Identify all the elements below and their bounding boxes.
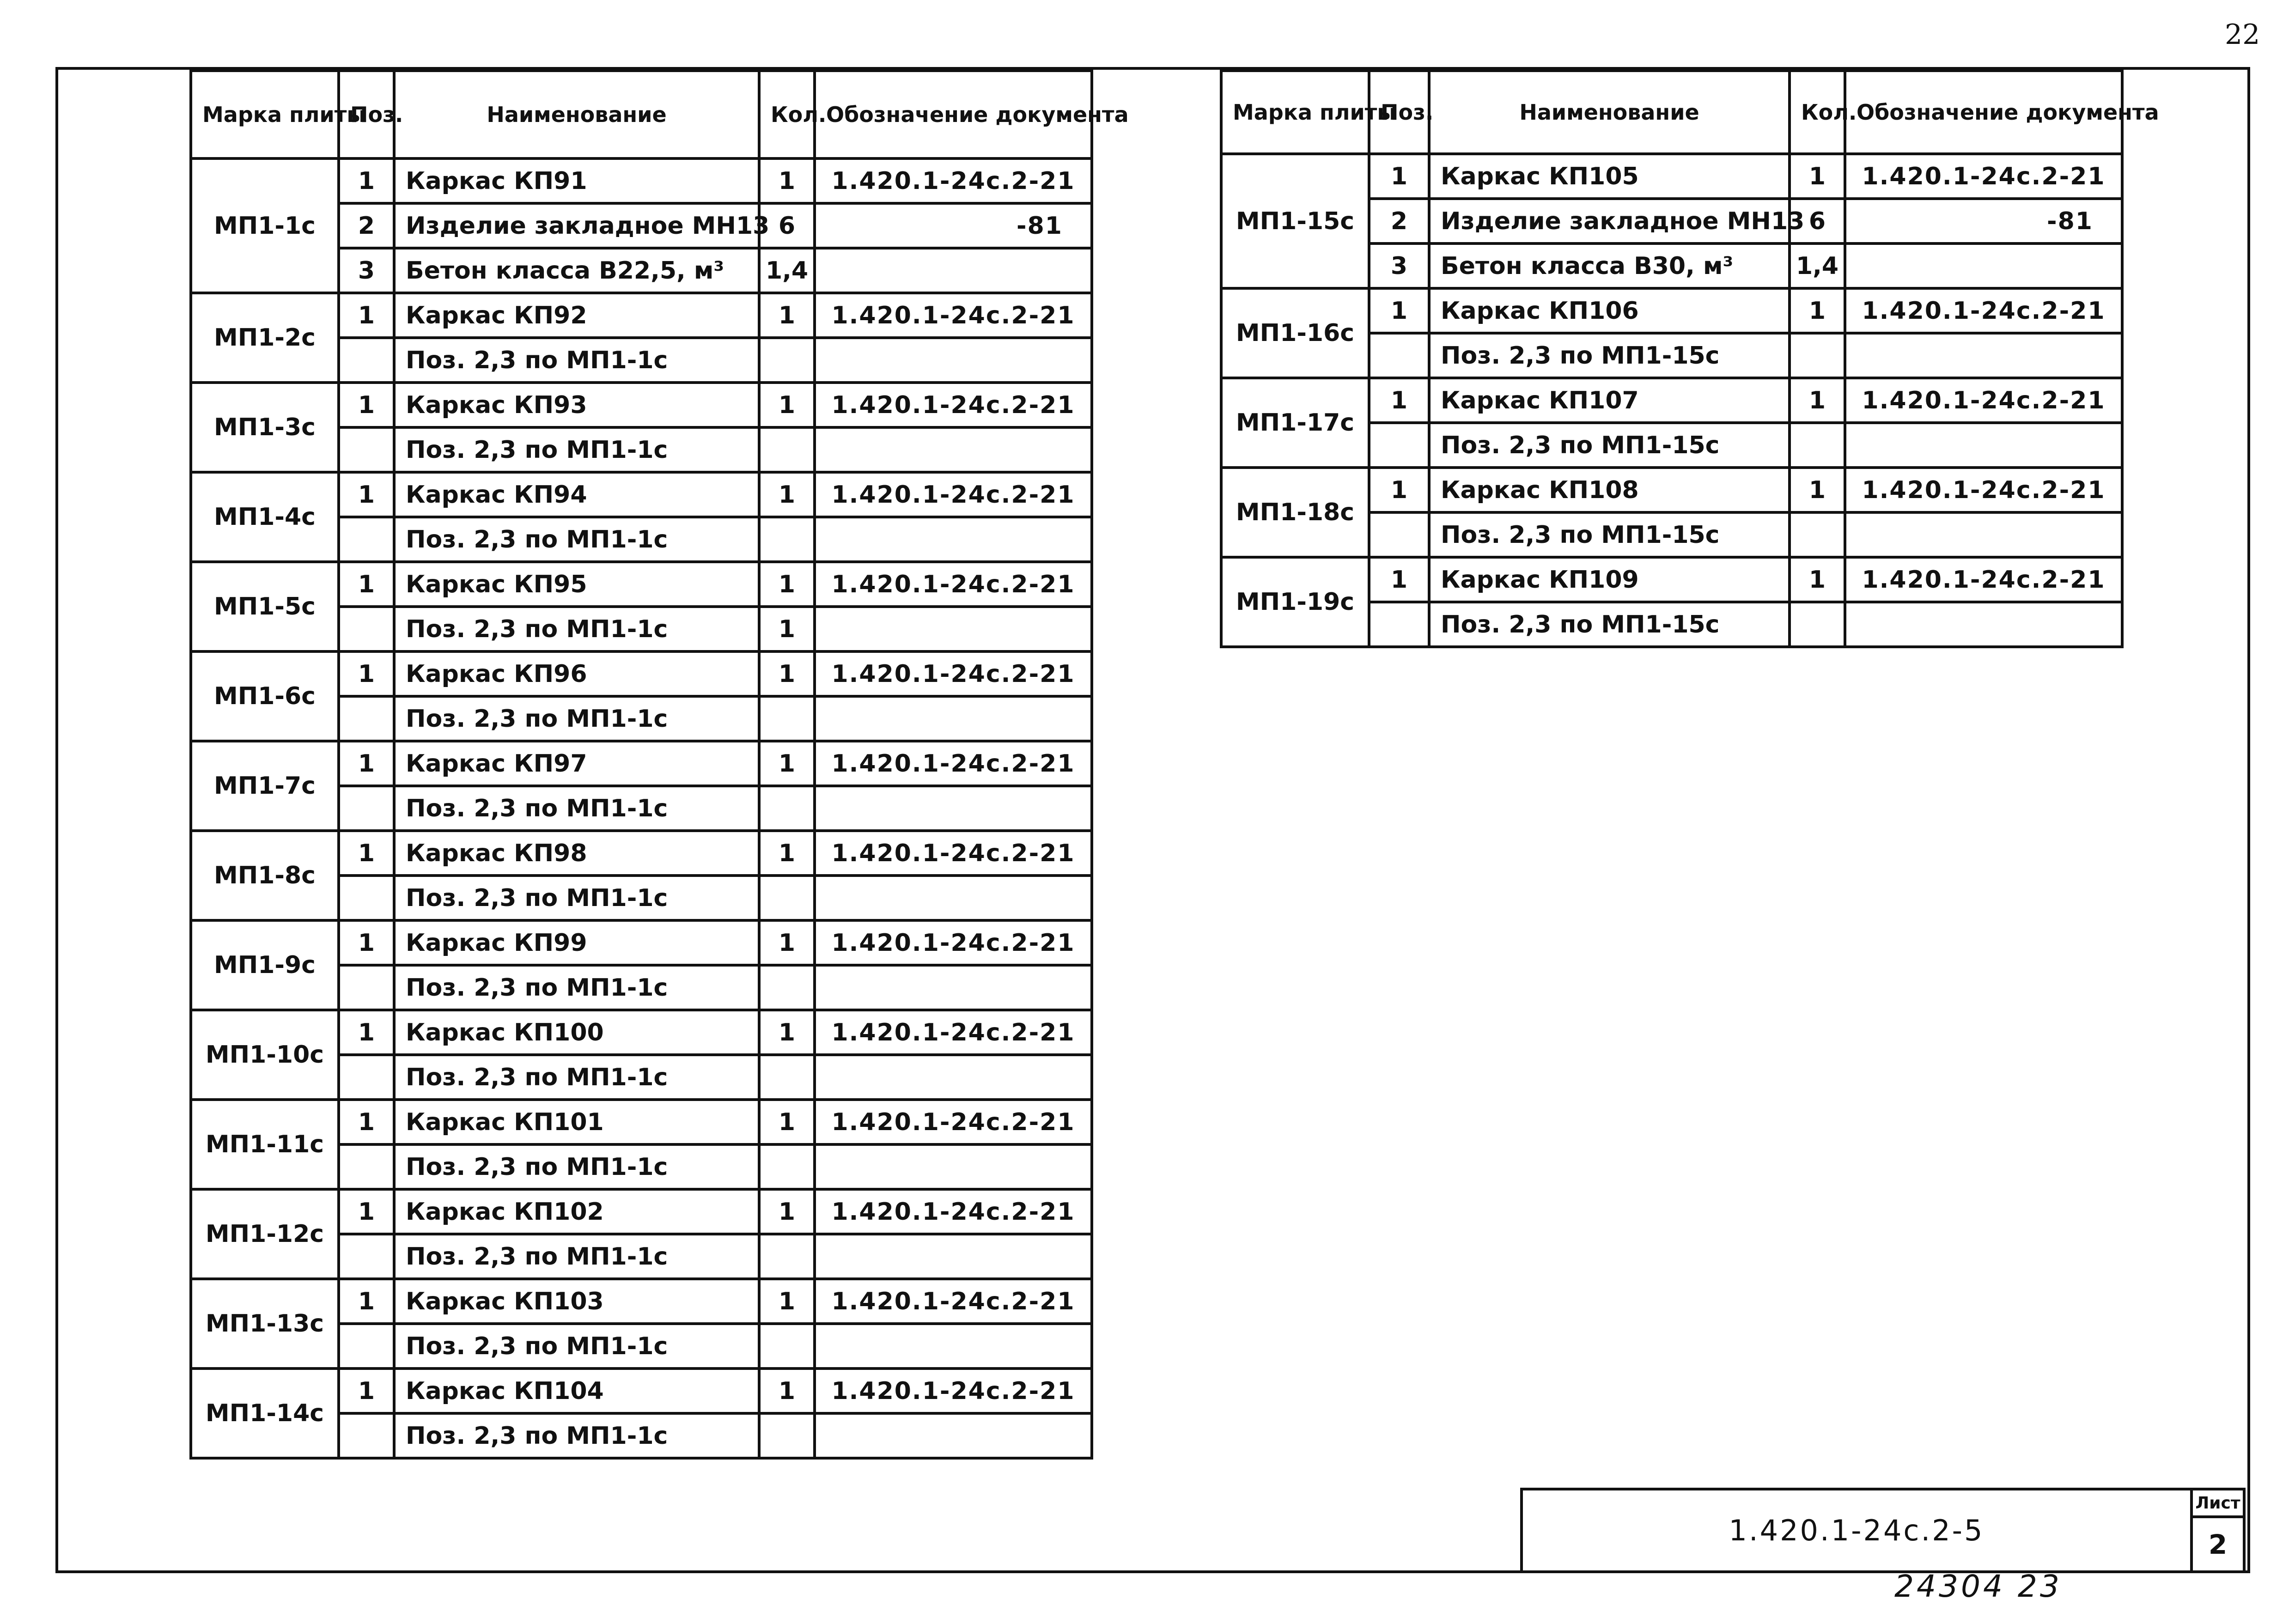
cell-doc bbox=[1845, 333, 2122, 378]
cell-name: Поз. 2,3 по МП1-1с bbox=[394, 1413, 759, 1458]
cell-pos: 1 bbox=[339, 383, 394, 427]
cell-qty: 6 bbox=[759, 203, 815, 248]
cell-pos: 1 bbox=[1369, 557, 1429, 602]
table-row bbox=[1221, 288, 2122, 333]
cell-doc bbox=[815, 1055, 1092, 1100]
cell-name: Поз. 2,3 по МП1-1с bbox=[394, 696, 759, 741]
header-qty: Кол. bbox=[759, 71, 815, 158]
cell-name: Каркас КП92 bbox=[394, 293, 759, 338]
header-pos: Поз. bbox=[339, 71, 394, 158]
cell-qty bbox=[759, 1324, 815, 1369]
table-row bbox=[191, 741, 1092, 786]
cell-doc bbox=[815, 696, 1092, 741]
cell-pos bbox=[1369, 333, 1429, 378]
cell-doc: 1.420.1-24с.2-21 bbox=[815, 1369, 1092, 1413]
title-block bbox=[1520, 1488, 2246, 1573]
cell-qty: 1 bbox=[759, 920, 815, 965]
cell-pos bbox=[339, 517, 394, 562]
cell-pos: 1 bbox=[339, 1279, 394, 1324]
cell-pos: 2 bbox=[339, 203, 394, 248]
cell-name: Каркас КП99 bbox=[394, 920, 759, 965]
cell-name: Каркас КП93 bbox=[394, 383, 759, 427]
cell-qty: 1 bbox=[759, 1100, 815, 1144]
cell-qty: 1 bbox=[1790, 378, 1845, 423]
cell-qty: 1 bbox=[1790, 154, 1845, 199]
cell-name: Поз. 2,3 по МП1-1с bbox=[394, 1324, 759, 1369]
table-row bbox=[191, 1189, 1092, 1234]
cell-mark: МП1-12с bbox=[191, 1189, 339, 1279]
cell-pos bbox=[339, 1234, 394, 1279]
cell-qty: 1 bbox=[759, 1189, 815, 1234]
cell-name: Бетон класса В30, м³ bbox=[1429, 243, 1790, 288]
cell-mark: МП1-15с bbox=[1221, 154, 1369, 288]
cell-doc: 1.420.1-24с.2-21 bbox=[815, 293, 1092, 338]
cell-pos: 1 bbox=[1369, 288, 1429, 333]
cell-pos bbox=[339, 338, 394, 383]
cell-doc: 1.420.1-24с.2-21 bbox=[815, 741, 1092, 786]
cell-qty bbox=[759, 1144, 815, 1189]
cell-pos: 1 bbox=[339, 920, 394, 965]
cell-name: Поз. 2,3 по МП1-1с bbox=[394, 965, 759, 1010]
cell-qty: 6 bbox=[1790, 199, 1845, 243]
cell-name: Каркас КП97 bbox=[394, 741, 759, 786]
cell-name: Поз. 2,3 по МП1-1с bbox=[394, 607, 759, 651]
cell-qty: 1 bbox=[759, 293, 815, 338]
table-row bbox=[191, 1279, 1092, 1324]
cell-name: Каркас КП102 bbox=[394, 1189, 759, 1234]
cell-mark: МП1-5с bbox=[191, 562, 339, 651]
cell-qty bbox=[759, 786, 815, 831]
cell-qty: 1 bbox=[759, 741, 815, 786]
table-row bbox=[191, 1369, 1092, 1413]
cell-doc: 1.420.1-24с.2-21 bbox=[1845, 378, 2122, 423]
cell-doc: 1.420.1-24с.2-21 bbox=[1845, 468, 2122, 512]
cell-qty: 1 bbox=[759, 158, 815, 203]
cell-doc bbox=[1845, 243, 2122, 288]
cell-name: Поз. 2,3 по МП1-1с bbox=[394, 1055, 759, 1100]
cell-qty: 1 bbox=[759, 831, 815, 876]
header-doc: Обозначение документа bbox=[1845, 71, 2122, 154]
cell-mark: МП1-7с bbox=[191, 741, 339, 831]
cell-qty bbox=[1790, 512, 1845, 557]
cell-pos: 1 bbox=[339, 472, 394, 517]
table-row bbox=[191, 293, 1092, 338]
cell-name: Каркас КП96 bbox=[394, 651, 759, 696]
cell-doc: 1.420.1-24с.2-21 bbox=[815, 383, 1092, 427]
cell-qty: 1 bbox=[759, 607, 815, 651]
cell-qty: 1,4 bbox=[759, 248, 815, 293]
cell-doc bbox=[815, 607, 1092, 651]
table-row bbox=[1221, 154, 2122, 199]
cell-qty: 1,4 bbox=[1790, 243, 1845, 288]
cell-pos: 1 bbox=[339, 831, 394, 876]
cell-mark: МП1-11с bbox=[191, 1100, 339, 1189]
cell-doc bbox=[815, 965, 1092, 1010]
cell-mark: МП1-14с bbox=[191, 1369, 339, 1458]
header-qty: Кол. bbox=[1790, 71, 1845, 154]
header-mark: Марка плиты bbox=[191, 71, 339, 158]
cell-qty: 1 bbox=[1790, 468, 1845, 512]
cell-pos: 1 bbox=[339, 1100, 394, 1144]
cell-doc: 1.420.1-24с.2-21 bbox=[1845, 154, 2122, 199]
cell-qty: 1 bbox=[759, 651, 815, 696]
header-mark: Марка плиты bbox=[1221, 71, 1369, 154]
cell-qty bbox=[759, 965, 815, 1010]
table-row bbox=[191, 1100, 1092, 1144]
cell-qty bbox=[1790, 333, 1845, 378]
cell-pos bbox=[339, 427, 394, 472]
cell-pos: 2 bbox=[1369, 199, 1429, 243]
cell-pos: 1 bbox=[339, 651, 394, 696]
cell-pos: 1 bbox=[339, 158, 394, 203]
cell-doc bbox=[815, 1413, 1092, 1458]
table-header-row bbox=[1221, 71, 2122, 154]
cell-doc bbox=[815, 338, 1092, 383]
cell-doc: 1.420.1-24с.2-21 bbox=[815, 831, 1092, 876]
header-doc: Обозначение документа bbox=[815, 71, 1092, 158]
table-row bbox=[191, 562, 1092, 607]
archive-number: 24304 23 bbox=[1894, 1569, 2062, 1604]
cell-mark: МП1-1с bbox=[191, 158, 339, 293]
cell-name: Каркас КП91 bbox=[394, 158, 759, 203]
cell-doc: 1.420.1-24с.2-21 bbox=[815, 1100, 1092, 1144]
cell-name: Каркас КП105 bbox=[1429, 154, 1790, 199]
cell-pos: 1 bbox=[1369, 154, 1429, 199]
cell-qty: 1 bbox=[759, 1279, 815, 1324]
cell-mark: МП1-3с bbox=[191, 383, 339, 472]
cell-doc bbox=[815, 1144, 1092, 1189]
header-name: Наименование bbox=[1429, 71, 1790, 154]
cell-pos: 1 bbox=[339, 293, 394, 338]
cell-doc bbox=[1845, 512, 2122, 557]
cell-qty: 1 bbox=[759, 1010, 815, 1055]
cell-pos bbox=[339, 1324, 394, 1369]
cell-name: Изделие закладное МН13 bbox=[1429, 199, 1790, 243]
cell-qty bbox=[759, 1234, 815, 1279]
cell-mark: МП1-9с bbox=[191, 920, 339, 1010]
cell-doc bbox=[815, 876, 1092, 920]
cell-name: Каркас КП100 bbox=[394, 1010, 759, 1055]
cell-mark: МП1-6с bbox=[191, 651, 339, 741]
cell-doc bbox=[1845, 602, 2122, 647]
cell-qty: 1 bbox=[759, 1369, 815, 1413]
cell-name: Каркас КП107 bbox=[1429, 378, 1790, 423]
cell-doc: 1.420.1-24с.2-21 bbox=[815, 1189, 1092, 1234]
cell-mark: МП1-4с bbox=[191, 472, 339, 562]
cell-pos bbox=[339, 1144, 394, 1189]
cell-name: Поз. 2,3 по МП1-1с bbox=[394, 517, 759, 562]
cell-name: Каркас КП106 bbox=[1429, 288, 1790, 333]
table-row bbox=[191, 831, 1092, 876]
cell-qty bbox=[759, 1055, 815, 1100]
specification-table-left bbox=[189, 69, 1129, 1460]
cell-mark: МП1-16с bbox=[1221, 288, 1369, 378]
cell-qty: 1 bbox=[759, 472, 815, 517]
cell-pos bbox=[339, 876, 394, 920]
cell-qty bbox=[759, 517, 815, 562]
cell-name: Каркас КП109 bbox=[1429, 557, 1790, 602]
cell-name: Поз. 2,3 по МП1-15с bbox=[1429, 333, 1790, 378]
cell-mark: МП1-18с bbox=[1221, 468, 1369, 557]
cell-pos bbox=[339, 965, 394, 1010]
document-code: 1.420.1-24с.2-5 bbox=[1523, 1490, 2193, 1570]
cell-pos: 3 bbox=[339, 248, 394, 293]
cell-doc: 1.420.1-24с.2-21 bbox=[1845, 557, 2122, 602]
cell-name: Поз. 2,3 по МП1-1с bbox=[394, 876, 759, 920]
sheet-number: 2 bbox=[2208, 1528, 2228, 1560]
specification-table-right bbox=[1220, 69, 2159, 648]
cell-doc: -81 bbox=[815, 203, 1092, 248]
table-row bbox=[191, 651, 1092, 696]
cell-doc bbox=[815, 517, 1092, 562]
table-row bbox=[1221, 378, 2122, 423]
cell-mark: МП1-8с bbox=[191, 831, 339, 920]
cell-name: Поз. 2,3 по МП1-15с bbox=[1429, 423, 1790, 468]
cell-pos bbox=[339, 696, 394, 741]
cell-pos: 1 bbox=[1369, 378, 1429, 423]
cell-name: Поз. 2,3 по МП1-1с bbox=[394, 1234, 759, 1279]
header-name: Наименование bbox=[394, 71, 759, 158]
table-row bbox=[191, 472, 1092, 517]
cell-name: Каркас КП101 bbox=[394, 1100, 759, 1144]
cell-pos bbox=[339, 607, 394, 651]
cell-doc: 1.420.1-24с.2-21 bbox=[815, 472, 1092, 517]
cell-name: Каркас КП104 bbox=[394, 1369, 759, 1413]
cell-doc: 1.420.1-24с.2-21 bbox=[815, 562, 1092, 607]
cell-pos bbox=[1369, 602, 1429, 647]
cell-name: Каркас КП94 bbox=[394, 472, 759, 517]
cell-qty bbox=[759, 1413, 815, 1458]
cell-mark: МП1-2с bbox=[191, 293, 339, 383]
cell-pos: 1 bbox=[339, 1189, 394, 1234]
cell-name: Каркас КП103 bbox=[394, 1279, 759, 1324]
page-number: 22 bbox=[2225, 18, 2260, 51]
cell-qty bbox=[1790, 423, 1845, 468]
cell-pos bbox=[339, 1055, 394, 1100]
table-row bbox=[191, 1010, 1092, 1055]
cell-qty: 1 bbox=[1790, 288, 1845, 333]
cell-name: Поз. 2,3 по МП1-15с bbox=[1429, 512, 1790, 557]
cell-name: Поз. 2,3 по МП1-15с bbox=[1429, 602, 1790, 647]
cell-qty: 1 bbox=[759, 383, 815, 427]
cell-qty bbox=[759, 696, 815, 741]
cell-pos bbox=[339, 786, 394, 831]
table-header-row bbox=[191, 71, 1092, 158]
cell-name: Каркас КП108 bbox=[1429, 468, 1790, 512]
sheet-label: Лист bbox=[2193, 1490, 2243, 1518]
cell-mark: МП1-19с bbox=[1221, 557, 1369, 647]
cell-doc bbox=[815, 1324, 1092, 1369]
cell-pos bbox=[1369, 423, 1429, 468]
table-row bbox=[191, 158, 1092, 203]
cell-doc bbox=[815, 427, 1092, 472]
table-row bbox=[191, 383, 1092, 427]
cell-name: Поз. 2,3 по МП1-1с bbox=[394, 427, 759, 472]
cell-doc: -81 bbox=[1845, 199, 2122, 243]
cell-pos: 1 bbox=[339, 1369, 394, 1413]
cell-pos bbox=[1369, 512, 1429, 557]
cell-mark: МП1-17с bbox=[1221, 378, 1369, 468]
cell-pos: 3 bbox=[1369, 243, 1429, 288]
cell-name: Бетон класса В22,5, м³ bbox=[394, 248, 759, 293]
cell-pos bbox=[339, 1413, 394, 1458]
cell-pos: 1 bbox=[339, 741, 394, 786]
cell-doc: 1.420.1-24с.2-21 bbox=[815, 1279, 1092, 1324]
table-row bbox=[1221, 468, 2122, 512]
cell-qty bbox=[759, 876, 815, 920]
cell-qty: 1 bbox=[1790, 557, 1845, 602]
cell-doc bbox=[815, 1234, 1092, 1279]
cell-mark: МП1-10с bbox=[191, 1010, 339, 1100]
cell-qty bbox=[1790, 602, 1845, 647]
table-row bbox=[191, 920, 1092, 965]
cell-doc: 1.420.1-24с.2-21 bbox=[815, 920, 1092, 965]
cell-name: Изделие закладное МН13 bbox=[394, 203, 759, 248]
cell-doc bbox=[815, 248, 1092, 293]
cell-mark: МП1-13с bbox=[191, 1279, 339, 1369]
cell-pos: 1 bbox=[339, 1010, 394, 1055]
cell-pos: 1 bbox=[339, 562, 394, 607]
cell-pos: 1 bbox=[1369, 468, 1429, 512]
cell-doc bbox=[815, 786, 1092, 831]
cell-doc bbox=[1845, 423, 2122, 468]
cell-name: Поз. 2,3 по МП1-1с bbox=[394, 786, 759, 831]
cell-name: Поз. 2,3 по МП1-1с bbox=[394, 338, 759, 383]
cell-qty bbox=[759, 427, 815, 472]
cell-doc: 1.420.1-24с.2-21 bbox=[815, 1010, 1092, 1055]
cell-doc: 1.420.1-24с.2-21 bbox=[815, 651, 1092, 696]
cell-name: Каркас КП95 bbox=[394, 562, 759, 607]
table-row bbox=[1221, 557, 2122, 602]
cell-doc: 1.420.1-24с.2-21 bbox=[815, 158, 1092, 203]
cell-name: Каркас КП98 bbox=[394, 831, 759, 876]
cell-name: Поз. 2,3 по МП1-1с bbox=[394, 1144, 759, 1189]
cell-qty: 1 bbox=[759, 562, 815, 607]
cell-doc: 1.420.1-24с.2-21 bbox=[1845, 288, 2122, 333]
cell-qty bbox=[759, 338, 815, 383]
header-pos: Поз. bbox=[1369, 71, 1429, 154]
